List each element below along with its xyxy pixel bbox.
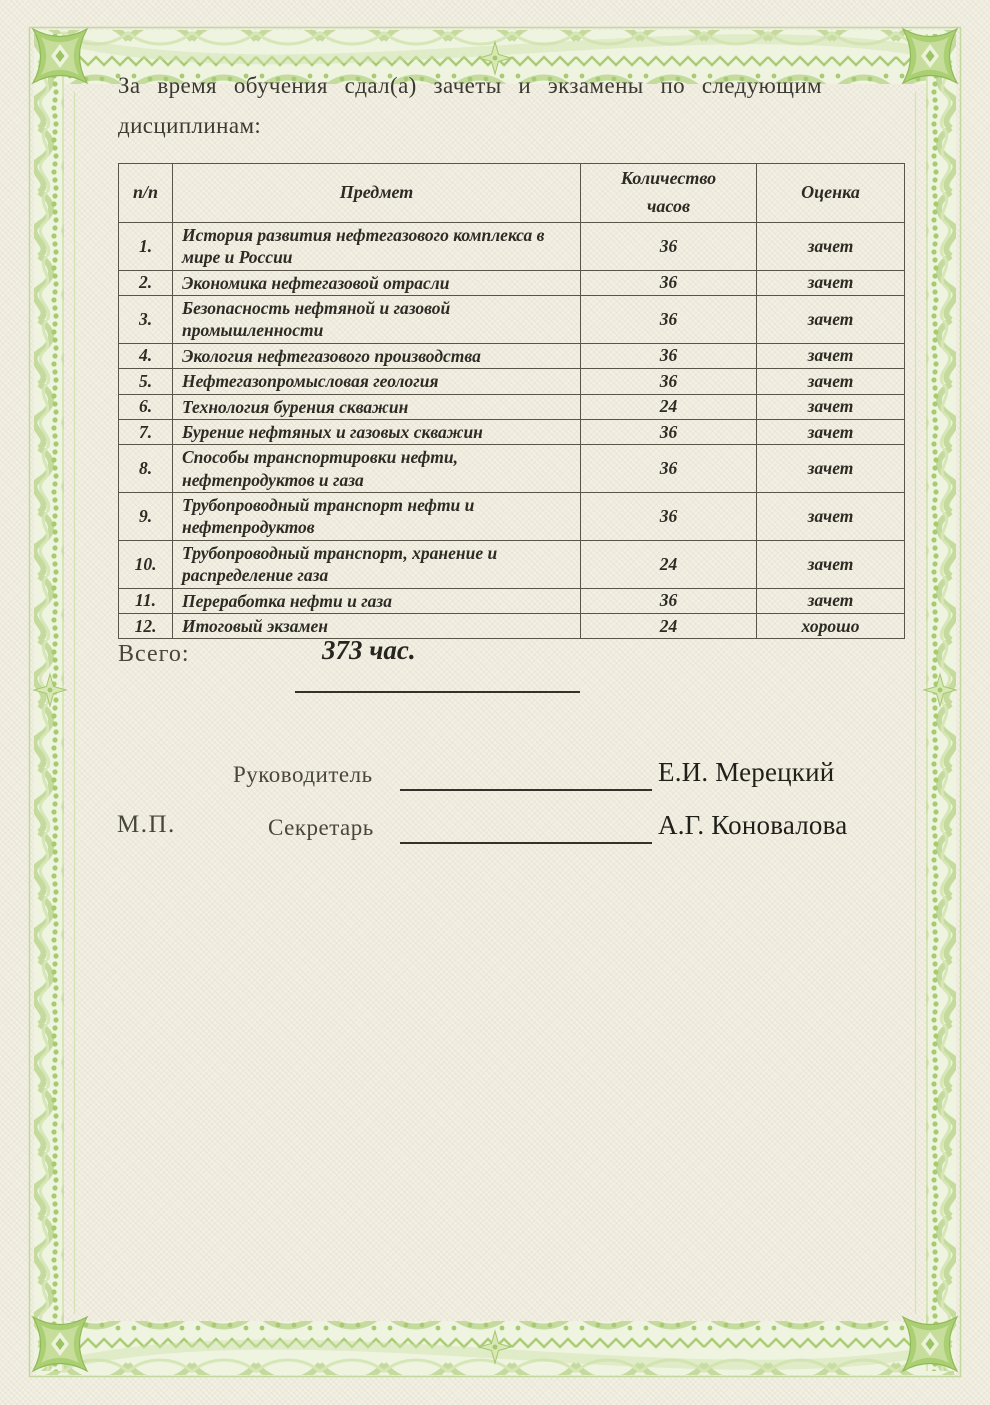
row-number: 3. xyxy=(119,295,173,343)
row-number: 12. xyxy=(119,614,173,639)
total-hours-value: 373 час. xyxy=(322,635,416,665)
row-subject: Трубопроводный транспорт нефти и нефтепродуктов xyxy=(173,493,581,541)
col-header-num: п/п xyxy=(119,164,173,223)
table-row xyxy=(119,493,905,541)
row-subject: История развития нефтегазового комплекса в мире и России xyxy=(173,222,581,270)
row-grade: зачет xyxy=(757,419,905,444)
row-hours: 36 xyxy=(581,343,757,368)
row-hours: 36 xyxy=(581,419,757,444)
row-grade: зачет xyxy=(757,588,905,613)
table-row xyxy=(119,419,905,444)
row-subject: Технология бурения скважин xyxy=(173,394,581,419)
row-grade: зачет xyxy=(757,540,905,588)
row-grade: хорошо xyxy=(757,614,905,639)
total-underline xyxy=(295,691,580,693)
row-hours: 36 xyxy=(581,270,757,295)
row-hours: 36 xyxy=(581,445,757,493)
intro-text: За время обучения сдал(а) зачеты и экзамены по следующим дисциплинам: xyxy=(118,73,822,138)
table-row xyxy=(119,270,905,295)
col-header-subject: Предмет xyxy=(173,164,581,223)
row-number: 7. xyxy=(119,419,173,444)
row-subject: Нефтегазопромысловая геология xyxy=(173,369,581,394)
row-hours: 36 xyxy=(581,588,757,613)
row-hours: 24 xyxy=(581,394,757,419)
head-signature-label: Руководитель xyxy=(233,762,373,787)
row-hours: 36 xyxy=(581,222,757,270)
row-number: 5. xyxy=(119,369,173,394)
row-number: 11. xyxy=(119,588,173,613)
head-signature-name: Е.И. Мерецкий xyxy=(658,757,835,787)
row-grade: зачет xyxy=(757,343,905,368)
row-grade: зачет xyxy=(757,369,905,394)
row-hours: 36 xyxy=(581,493,757,541)
row-subject: Способы транспортировки нефти, нефтепродуктов и газа xyxy=(173,445,581,493)
row-subject: Экономика нефтегазовой отрасли xyxy=(173,270,581,295)
row-grade: зачет xyxy=(757,445,905,493)
row-number: 9. xyxy=(119,493,173,541)
secretary-signature-name: А.Г. Коновалова xyxy=(658,810,848,840)
row-hours: 36 xyxy=(581,369,757,394)
row-subject: Итоговый экзамен xyxy=(173,614,581,639)
row-hours: 24 xyxy=(581,614,757,639)
table-row xyxy=(119,369,905,394)
head-signature-line xyxy=(400,789,652,791)
row-number: 6. xyxy=(119,394,173,419)
row-number: 1. xyxy=(119,222,173,270)
table-row xyxy=(119,295,905,343)
secretary-signature-line xyxy=(400,842,652,844)
row-grade: зачет xyxy=(757,222,905,270)
col-header-hours: Количество часов xyxy=(581,164,757,223)
row-number: 10. xyxy=(119,540,173,588)
row-grade: зачет xyxy=(757,295,905,343)
row-subject: Трубопроводный транспорт, хранение и распределение газа xyxy=(173,540,581,588)
row-number: 8. xyxy=(119,445,173,493)
table-row xyxy=(119,222,905,270)
table-row xyxy=(119,588,905,613)
col-header-grade: Оценка xyxy=(757,164,905,223)
row-hours: 36 xyxy=(581,295,757,343)
row-subject: Экология нефтегазового производства xyxy=(173,343,581,368)
row-hours: 24 xyxy=(581,540,757,588)
secretary-signature-label: Секретарь xyxy=(268,815,374,840)
row-number: 2. xyxy=(119,270,173,295)
table-row xyxy=(119,614,905,639)
corner-ornament-icon xyxy=(903,29,957,83)
corner-ornament-icon xyxy=(903,1317,957,1371)
corner-ornament-icon xyxy=(33,29,87,83)
row-number: 4. xyxy=(119,343,173,368)
table-row xyxy=(119,445,905,493)
table-row xyxy=(119,540,905,588)
table-header-row xyxy=(119,164,905,223)
table-row xyxy=(119,343,905,368)
row-subject: Переработка нефти и газа xyxy=(173,588,581,613)
table-row xyxy=(119,394,905,419)
subjects-table xyxy=(118,163,905,639)
corner-ornament-icon xyxy=(33,1317,87,1371)
row-subject: Бурение нефтяных и газовых скважин xyxy=(173,419,581,444)
row-grade: зачет xyxy=(757,493,905,541)
total-label: Всего: xyxy=(118,641,190,667)
row-subject: Безопасность нефтяной и газовой промышленности xyxy=(173,295,581,343)
stamp-place-mark: М.П. xyxy=(117,811,176,838)
row-grade: зачет xyxy=(757,270,905,295)
row-grade: зачет xyxy=(757,394,905,419)
